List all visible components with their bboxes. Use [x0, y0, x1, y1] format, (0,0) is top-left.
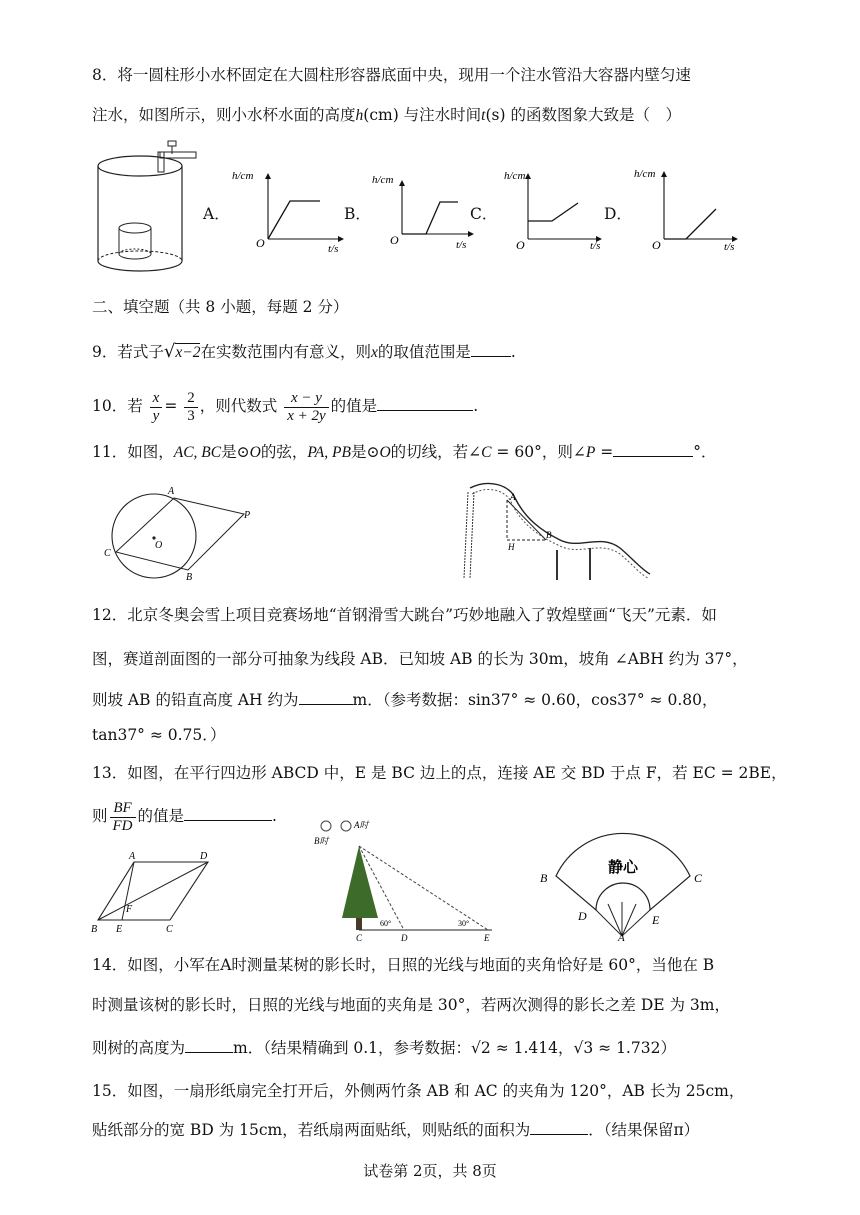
svg-text:静心: 静心: [608, 860, 639, 876]
svg-text:F: F: [126, 904, 133, 915]
q14-line2: 时测量该树的影长时，日照的光线与地面的夹角是 30°，若两次测得的影长之差 DE 为 3m，: [92, 996, 730, 1014]
svg-text:B: B: [186, 572, 193, 583]
svg-text:H: H: [508, 542, 515, 552]
q12-answer-blank[interactable]: [299, 688, 353, 705]
q11-line: 11．如图，AC, BC是⊙O的弦，PA, PB是⊙O的切线，若∠C = 60°，则∠P = °．: [92, 440, 716, 464]
q12-ski-jump-figure: [460, 478, 660, 586]
q12-line2: 图，赛道剖面图的一部分可抽象为线段 AB．已知坡 AB 的长为 30m，坡角 ∠ABH 约为 37°，: [92, 650, 748, 668]
q13-line2: 则 $\frac{BF}{FD}$ 的值是 .: [92, 799, 277, 834]
option-d-graph: [628, 163, 743, 255]
q15-answer-blank[interactable]: [530, 1118, 588, 1135]
svg-text:60°: 60°: [380, 919, 392, 928]
option-b-xlabel: t/s: [456, 239, 467, 251]
q12-line3: 则坡 AB 的铅直高度 AH 约为 m．（参考数据：sin37° ≈ 0.60，cos37° ≈ 0.80，: [92, 688, 717, 711]
option-a-label: A．: [203, 205, 230, 223]
svg-text:P: P: [244, 510, 251, 521]
option-b-graph: [368, 168, 478, 253]
option-a-ylabel: h/cm: [232, 170, 254, 182]
svg-text:B时: B时: [314, 836, 329, 846]
svg-text:C: C: [356, 933, 363, 942]
q14-line1: 14．如图，小军在A时测量某树的影长时，日照的光线与地面的夹角恰好是 60°，当他在 B: [92, 956, 715, 974]
q14-tree-figure: [312, 814, 502, 942]
option-d-label: D．: [604, 205, 632, 223]
option-d-origin: O: [652, 238, 661, 252]
q14-line3: 则树的高度为 m．（结果精确到 0.1，参考数据：√2 ≈ 1.414，√3 ≈ 1.732）: [92, 1036, 676, 1059]
svg-text:D: D: [401, 933, 408, 942]
q13-answer-blank[interactable]: [184, 804, 272, 821]
svg-text:A时: A时: [354, 820, 369, 830]
option-d-ylabel: h/cm: [634, 168, 656, 180]
option-d-xlabel: t/s: [724, 241, 735, 253]
q12-line1: 12．北京冬奥会雪上项目竞赛场地“首钢滑雪大跳台”巧妙地融入了敦煌壁画“飞天”元素．如: [92, 606, 717, 624]
q15-line1: 15．如图，一扇形纸扇完全打开后，外侧两竹条 AB 和 AC 的夹角为 120°，AB 长为 25cm，: [92, 1082, 745, 1100]
q15-line2: 贴纸部分的宽 BD 为 15cm，若纸扇两面贴纸，则贴纸的面积为 ．（结果保留π）: [92, 1118, 699, 1141]
svg-text:B: B: [91, 924, 98, 935]
option-a-xlabel: t/s: [328, 243, 339, 255]
svg-text:E: E: [484, 933, 490, 942]
q13-parallelogram-figure: [88, 848, 233, 936]
svg-text:A: A: [129, 851, 136, 862]
option-c-graph: [498, 165, 608, 255]
option-c-ylabel: h/cm: [504, 170, 526, 182]
option-b-ylabel: h/cm: [372, 174, 394, 186]
option-c-xlabel: t/s: [590, 240, 601, 252]
q11-circle-figure: [98, 480, 263, 585]
page-footer: 试卷第 2页，共 8页: [363, 1162, 497, 1180]
svg-text:D: D: [200, 851, 208, 862]
svg-text:30°: 30°: [458, 919, 470, 928]
option-b-label: B．: [344, 205, 371, 223]
svg-text:A: A: [618, 932, 625, 942]
svg-text:A: A: [510, 492, 516, 502]
svg-text:C: C: [694, 871, 703, 885]
svg-text:O: O: [155, 540, 163, 551]
svg-text:E: E: [652, 913, 660, 927]
option-b-origin: O: [390, 233, 399, 247]
q11-answer-blank[interactable]: [613, 440, 693, 457]
q12-line4: tan37° ≈ 0.75．）: [92, 726, 226, 744]
svg-text:D: D: [578, 909, 587, 923]
option-c-label: C．: [470, 205, 498, 223]
q8-line2: 注水，如图所示，则小水杯水面的高度h(cm) 与注水时间t(s) 的函数图象大致是（ ）: [92, 106, 681, 124]
q8-container-figure: [90, 138, 210, 283]
svg-text:B: B: [546, 530, 552, 540]
q15-fan-figure: [538, 828, 708, 942]
q10-answer-blank[interactable]: [377, 394, 473, 411]
svg-text:E: E: [116, 924, 123, 935]
svg-text:C: C: [166, 924, 173, 935]
svg-text:A: A: [168, 486, 175, 497]
q10-line: 10．若 $\frac{x}{y}$ = $\frac{2}{3}$ ，则代数式 $\frac{x - y}{x + 2y}$ 的值是 .: [92, 389, 479, 424]
q8-line1: 8．将一圆柱形小水杯固定在大圆柱形容器底面中央，现用一个注水管沿大容器内壁匀速: [92, 66, 691, 84]
option-a-origin: O: [256, 236, 265, 250]
option-c-origin: O: [516, 238, 525, 252]
q14-answer-blank[interactable]: [185, 1036, 233, 1053]
q9-line: 9．若式子√x−2在实数范围内有意义，则x的取值范围是 .: [92, 341, 516, 362]
q13-line1: 13．如图，在平行四边形 ABCD 中，E 是 BC 边上的点，连接 AE 交 BD 于点 F，若 EC = 2BE，: [92, 764, 787, 782]
q9-answer-blank[interactable]: [471, 340, 511, 357]
svg-text:C: C: [104, 548, 111, 559]
option-a-graph: [228, 165, 348, 255]
section-heading: 二、填空题（共 8 小题，每题 2 分）: [92, 298, 349, 316]
svg-text:B: B: [540, 871, 548, 885]
